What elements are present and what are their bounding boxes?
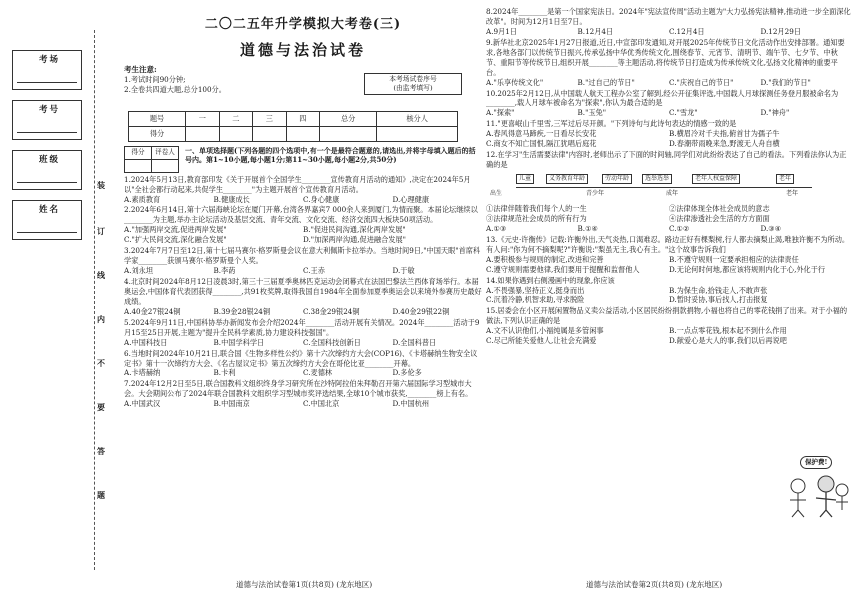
- score-cell[interactable]: [286, 126, 320, 141]
- question-stem: 14.如果你遇到右侧漫画中的现象,你应该: [486, 275, 615, 285]
- grader-header: 得分: [125, 146, 152, 159]
- answer-option[interactable]: D."我们的节日": [760, 77, 811, 87]
- timeline-box: 选举选举: [642, 174, 672, 184]
- binding-char: 要: [97, 402, 105, 412]
- subject-title: 道德与法治试卷: [239, 40, 366, 59]
- seat-number-box: [364, 73, 462, 96]
- question-options: [124, 368, 482, 378]
- answer-option[interactable]: D."加深两岸沟通,促进融合发展": [303, 235, 406, 245]
- answer-option[interactable]: D.40金29银22铜: [392, 306, 450, 316]
- question: [486, 38, 852, 88]
- answer-option[interactable]: D.暂时妥协,事后找人,打击报复: [669, 295, 768, 305]
- question-stem: 10.2025年2月12日,从中国载人航天工程办公室了解到,经公开征集评选,中国载人月球探测任务登月服被命名为________,载人月球车被命名为"探索",你认为最合适的是: [486, 88, 839, 108]
- score-table: [128, 111, 458, 142]
- answer-option[interactable]: B."玉兔": [577, 108, 607, 118]
- score-cell[interactable]: [320, 126, 377, 141]
- timeline-box: 劳动年龄: [602, 174, 632, 184]
- question-options: [486, 326, 852, 346]
- question-stem: 2.2024年6月14日,第十六届海峡论坛在厦门开幕,台湾各界嘉宾7 000余人来到厦门,为情而聚。本届论坛继续以________为主题,举办主论坛活动及基层交流、青年交流、文化交流、经济交流四大板块50项活动。: [124, 205, 478, 225]
- q12-options: [486, 224, 852, 234]
- question-stem: 6.当地时间2024年10月21日,联合国《生物多样性公约》第十六次缔约方大会(COP16)、《卡塔赫纳生物安全议定书》第十一次缔约方大会、《名古屋议定书》第五次缔约方大会在哥伦比亚________开幕。: [124, 348, 478, 368]
- seat-box-label: 本考场试卷序号: [389, 74, 437, 83]
- binding-line: [94, 30, 109, 570]
- answer-option[interactable]: D."神舟": [760, 108, 790, 118]
- answer-option[interactable]: B.中国学科学日: [213, 337, 265, 347]
- binding-char: 不: [97, 358, 105, 368]
- answer-option[interactable]: C.沉着冷静,机智求助,寻求脱险: [486, 295, 585, 305]
- timeline-box: 儿童: [516, 174, 534, 184]
- question: [124, 349, 482, 379]
- answer-option[interactable]: C.38金29银24铜: [303, 306, 360, 316]
- question-stem: 11."更喜岷山千里雪,三军过后尽开颜。"下列诗句与此诗句表达的情感一致的是: [486, 119, 737, 129]
- answer-option[interactable]: B.一点点零花钱,根本起不到什么作用: [669, 326, 787, 336]
- question-options: [486, 108, 852, 118]
- question-stem: 15.居委会在小区开展闲置物品义卖公益活动,小区居民纷纷捐款捐物,小福也将自己的零花钱捐了出来。对于小福的做法,下列认识正确的是: [486, 306, 848, 326]
- answer-option[interactable]: C.①②: [669, 223, 690, 233]
- question-options: [486, 78, 852, 88]
- answer-option[interactable]: C.身心健康: [303, 194, 340, 204]
- score-cell[interactable]: [186, 126, 220, 141]
- grader-header: 评卷人: [152, 146, 179, 159]
- answer-option[interactable]: A.40金27银24铜: [124, 306, 181, 316]
- exam-notes: [124, 65, 482, 109]
- score-row-label: 得分: [129, 126, 186, 141]
- answer-option[interactable]: B.12月4日: [577, 26, 614, 36]
- question-options: [486, 286, 852, 306]
- answer-option[interactable]: B.中国南京: [213, 399, 250, 409]
- binding-char: 答: [97, 446, 105, 456]
- score-cell[interactable]: [219, 126, 253, 141]
- question-stem: 9.新华社北京2025年1月27日报道,近日,中宣部印发通知,对开展2025年传统节日文化活动作出安排部署。通知要求,各地各部门以传统节日振兴,传承弘扬中华优秀传统文化,围绕春节、元宵节、清明节、端午节、七夕节、中秋节、重阳节等传统节日,组织开展________等主题活动,将传统节日打造成为传承传统文化,弘扬文化精神的重要平台。: [486, 37, 845, 77]
- statement: ③法律规范社会成员的所有行为: [486, 213, 587, 223]
- question-options: [486, 255, 852, 275]
- answer-option[interactable]: B."过自己的节日": [577, 77, 635, 87]
- note-item: 1.考试时间90分钟;: [124, 74, 186, 84]
- answer-option[interactable]: A.中国武汉: [124, 399, 161, 409]
- exam-room-field[interactable]: 考场: [12, 50, 82, 90]
- answer-option[interactable]: B.39金28银24铜: [213, 306, 271, 316]
- binding-char: 订: [97, 226, 105, 236]
- binding-char: 装: [97, 180, 105, 190]
- name-field[interactable]: 姓名: [12, 200, 82, 240]
- exam-number-field[interactable]: 考号: [12, 100, 82, 140]
- question-options: [486, 129, 852, 149]
- left-questions: [124, 175, 482, 410]
- question: [486, 89, 852, 119]
- right-questions-top: [486, 7, 852, 170]
- answer-option[interactable]: D.无论何时何地,都应该将规则内化于心,外化于行: [669, 264, 826, 274]
- question-options: [124, 307, 482, 317]
- answer-option[interactable]: A.要积极参与规则的制定,改进和完善: [486, 254, 604, 264]
- answer-option[interactable]: C."雪龙": [669, 108, 698, 118]
- question-stem: 12.在学习"生活需要法律"内容时,老师出示了下面的时间轴,同学们对此纷纷表达了自己的看法。下列看法你认为正确的是: [486, 150, 847, 170]
- cartoon-bubble: 保护费!: [800, 456, 832, 469]
- answer-option[interactable]: B.横眉冷对千夫指,俯首甘为孺子牛: [669, 129, 780, 139]
- score-header: 题号: [129, 111, 186, 126]
- note-item: 2.全卷共四道大题,总分100分。: [124, 84, 226, 94]
- question-stem: 3.2024年7月7日至12日,第十七届马赛尔·格罗斯曼会议在意大利佩斯卡拉举办。当地时间9日,"中国天眼"首席科学家________获颁马赛尔·格罗斯曼个人奖。: [124, 246, 481, 266]
- answer-option[interactable]: A.①③: [486, 223, 507, 233]
- footer-page-1: 道德与法治试卷第1页(共8页) (龙东地区): [236, 580, 373, 589]
- question-stem: 8.2024年________是第一个国家宪法日。2024年"宪法宣传周"活动主题为"大力弘扬宪法精神,推动进一步全面深化改革"。时间为12月1日至7日。: [486, 7, 851, 26]
- score-cell[interactable]: [377, 126, 458, 141]
- answer-option[interactable]: D.全国科普日: [392, 337, 437, 347]
- answer-option[interactable]: D.心理健康: [392, 194, 430, 204]
- question-stem: 1.2024年5月13日,教育部印发《关于开展首个全国学生________宣传教育月活动的通知》,决定在2024年5月以"全社会都行动起来,共促学生________"为主题开展首个宣传教育月活动。: [124, 174, 471, 194]
- answer-option[interactable]: A.春风得意马蹄疾,一日看尽长安花: [486, 129, 597, 139]
- answer-option[interactable]: C."庆祝自己的节日": [669, 77, 734, 87]
- notes-heading: 考生注意:: [124, 64, 157, 74]
- question: [124, 379, 482, 409]
- answer-option[interactable]: B.①④: [577, 223, 598, 233]
- class-field[interactable]: 班级: [12, 150, 82, 190]
- question-stem: 5.2024年9月11日,中国科协举办新闻发布会介绍2024年________活动开展有关情况。2024年________活动于9月15至25日开展,主题为"提升全民科学素质,协力建设科技强国"。: [124, 317, 480, 337]
- statement: ①法律伴随着我们每个人的一生: [486, 204, 587, 213]
- answer-option[interactable]: B.为保生命,拾钱走人,不敢声张: [669, 285, 768, 295]
- answer-option[interactable]: B.不遵守规则一定要承担相应的法律责任: [669, 254, 799, 264]
- seat-box-note: (由监考填写): [393, 84, 433, 92]
- right-column: [486, 6, 852, 347]
- cartoon-illustration: [778, 456, 854, 518]
- answer-option[interactable]: A."乐享传统文化": [486, 77, 544, 87]
- timeline-label: 青少年: [586, 190, 605, 197]
- answer-option[interactable]: C."扩大民间交流,深化融合发展": [124, 235, 227, 245]
- answer-option[interactable]: C.麦德林: [303, 368, 333, 378]
- question-options: [124, 399, 482, 409]
- binding-strip: [8, 30, 118, 570]
- answer-option[interactable]: C.遵守规则需要他律,我们要用于提醒和监督他人: [486, 264, 640, 274]
- timeline-box: 老年: [776, 174, 794, 184]
- right-questions-bottom: [486, 235, 852, 346]
- question: [124, 277, 482, 317]
- score-header: 四: [286, 111, 320, 126]
- question: [124, 246, 482, 276]
- answer-option[interactable]: A."探索": [486, 108, 515, 118]
- statement: ④法律渗透社会生活的方方面面: [669, 213, 770, 223]
- question-stem: 7.2024年12月2日至5日,联合国教科文组织终身学习研究所在沙特阿拉伯朱拜勒召开第六届国际学习型城市大会。大会期间公布了2024年联合国教科文组织学习型城市奖评选结果,全球10个城市获奖,________榜上有名。: [124, 379, 473, 399]
- question-options: [124, 338, 482, 348]
- answer-option[interactable]: C.尽己所能关爱他人,让社会充满爱: [486, 336, 597, 346]
- answer-option[interactable]: A.刘永坦: [124, 266, 154, 276]
- timeline-box: 义务教育年龄: [546, 174, 588, 184]
- answer-option[interactable]: C.王赤: [303, 266, 325, 276]
- answer-option[interactable]: D.多伦多: [392, 368, 422, 378]
- grader-table: [124, 146, 179, 173]
- answer-option[interactable]: C.商女不知亡国恨,隔江犹唱后庭花: [486, 139, 597, 149]
- answer-option[interactable]: A."加强两岸交流,促进两岸发展": [124, 225, 227, 235]
- question: [124, 318, 482, 348]
- answer-option[interactable]: A.不畏强暴,坚持正义,挺身而出: [486, 285, 585, 295]
- question: [486, 150, 852, 170]
- answer-option[interactable]: D.中国杭州: [392, 399, 430, 409]
- answer-option[interactable]: A.卡塔赫纳: [124, 368, 161, 378]
- answer-option[interactable]: D.献爱心是大人的事,我们以后再说吧: [669, 336, 787, 346]
- answer-option[interactable]: D.春潮带雨晚来急,野渡无人舟自横: [669, 139, 780, 149]
- section1-header: [124, 146, 482, 173]
- question-stem: 4.北京时间2024年8月12日凌晨3时,第三十三届夏季奥林匹克运动会闭幕式在法国巴黎法兰西体育场举行。本届奥运会,中国体育代表团获得________,共91枚奖牌,取得我国自1984年全面参加夏季奥运会以来境外参赛历史最好成绩。: [124, 277, 482, 306]
- answer-option[interactable]: D.于敏: [392, 266, 415, 276]
- question-options: [486, 27, 852, 37]
- question: [486, 306, 852, 346]
- question-options: [124, 195, 482, 205]
- question: [124, 205, 482, 245]
- score-cell[interactable]: [253, 126, 287, 141]
- score-header: 二: [219, 111, 253, 126]
- binding-char: 线: [97, 270, 105, 280]
- answer-option[interactable]: B.李菂: [213, 266, 236, 276]
- answer-option[interactable]: B."促进民间沟通,深化两岸发展": [303, 225, 406, 235]
- answer-option[interactable]: A.中国科技日: [124, 337, 168, 347]
- answer-option[interactable]: D.③④: [760, 223, 782, 233]
- question: [124, 175, 482, 205]
- question: [486, 7, 852, 37]
- question-options: [124, 225, 482, 245]
- timeline-label: 成年: [666, 190, 679, 197]
- footer-page-2: 道德与法治试卷第2页(共8页) (龙东地区): [586, 580, 723, 589]
- timeline-label: 出生: [490, 190, 503, 197]
- score-header: 核分人: [377, 111, 458, 126]
- answer-option[interactable]: A.素质教育: [124, 194, 161, 204]
- answer-option[interactable]: A.文不认识他们,小福纯属是多管闲事: [486, 326, 604, 336]
- timeline-axis: [516, 187, 812, 188]
- score-header: 三: [253, 111, 287, 126]
- answer-option[interactable]: C.12月4日: [669, 26, 705, 36]
- score-header: 一: [186, 111, 220, 126]
- statement: ②法律体现全体社会成员的意志: [669, 204, 770, 213]
- binding-char: 内: [97, 314, 105, 324]
- left-column: [124, 6, 482, 410]
- question: [486, 235, 852, 275]
- binding-char: 题: [97, 490, 105, 500]
- question: [486, 119, 852, 149]
- answer-option[interactable]: C.全国科技创新日: [303, 337, 361, 347]
- answer-option[interactable]: B.卡利: [213, 368, 236, 378]
- answer-option[interactable]: D.12月29日: [760, 26, 801, 36]
- exam-title: 二〇二五年升学模拟大考卷(三): [204, 17, 402, 32]
- question: [486, 276, 852, 306]
- question-stem: 13.《元史·许衡传》记载:许衡外出,天气炎热,口渴难忍。路边正好有棵梨树,行人都去摘梨止渴,唯独许衡不为所动。有人问:"你为何不摘梨呢?"许衡说:"梨虽无主,我心有主。"这个故事告诉我们: [486, 234, 850, 254]
- timeline-label: 老年: [786, 190, 799, 197]
- question-options: [124, 266, 482, 276]
- q12-statements: [486, 204, 852, 224]
- timeline-box: 老年人权益保障: [692, 174, 740, 184]
- answer-option[interactable]: C.中国北京: [303, 399, 340, 409]
- life-timeline: [486, 172, 852, 202]
- grader-cell[interactable]: [125, 159, 152, 172]
- section1-instruction: 一、单项选择题(下列各题的四个选项中,有一个是最符合题意的,请选出,并将字母填入题后的括号内。第1~10小题,每小题1分;第11~30小题,每小题2分,共50分): [185, 145, 476, 165]
- score-header: 总分: [320, 111, 377, 126]
- grader-cell[interactable]: [152, 159, 179, 172]
- answer-option[interactable]: A.9月1日: [486, 26, 517, 36]
- answer-option[interactable]: B.健康成长: [213, 194, 250, 204]
